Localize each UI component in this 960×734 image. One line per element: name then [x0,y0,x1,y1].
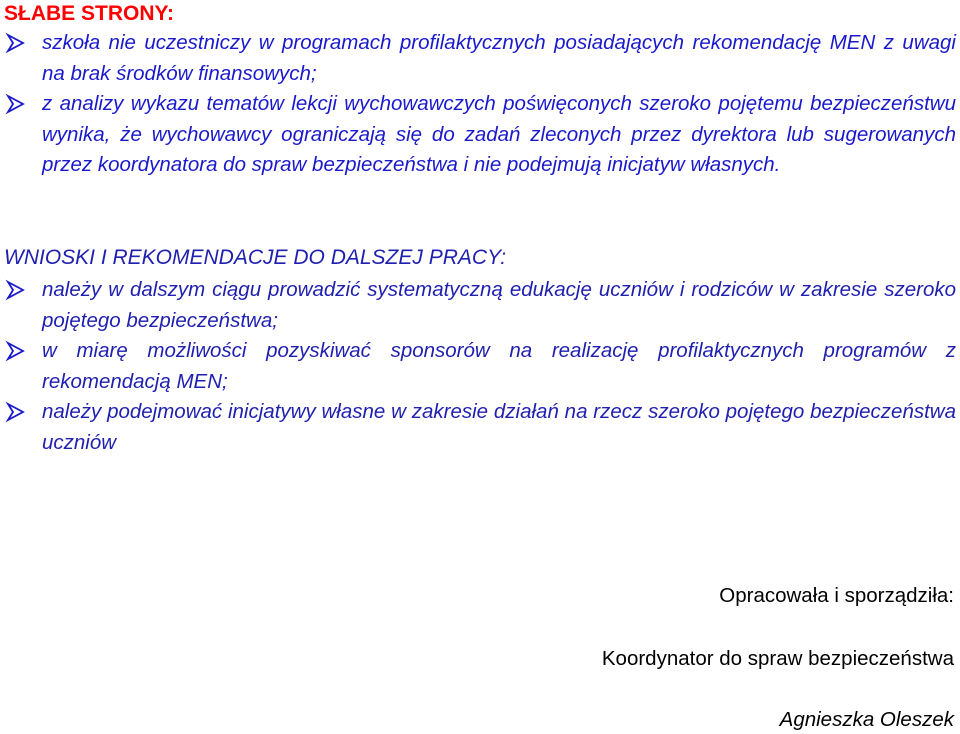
recommendations-heading: WNIOSKI I REKOMENDACJE DO DALSZEJ PRACY: [4,246,507,269]
signature-prepared-by: Opracowała i sporządziła: [719,584,954,607]
arrowhead-bullet-icon [4,340,26,362]
list-item [4,89,956,181]
arrowhead-bullet-icon [4,32,26,54]
arrowhead-bullet-icon [4,401,26,423]
recommendation-item-text: należy w dalszym ciągu prowadzić systematyczną edukację uczniów i rodziców w zakresie szeroko pojętego bezpieczeństwa; [42,278,956,332]
weakness-item-text: z analizy wykazu tematów lekcji wychowawczych poświęconych szeroko pojętemu bezpieczeństwu wynika, że wychowawcy ograniczają się do zadań zleconych przez dyrektora lub sugerowanych przez koordynatora do spraw bezpieczeństwa i nie podejmują inicjatyw własnych. [42,92,956,176]
recommendation-item-text: należy podejmować inicjatywy własne w zakresie działań na rzecz szeroko pojętego bezpieczeństwa uczniów [42,400,956,454]
list-item [4,28,956,89]
weaknesses-heading: SŁABE STRONY: [4,2,174,25]
list-item [4,397,956,458]
arrowhead-bullet-icon [4,93,26,115]
recommendation-item-text: w miarę możliwości pozyskiwać sponsorów na realizację profilaktycznych programów z rekomendacją MEN; [42,339,956,393]
weakness-item-text: szkoła nie uczestniczy w programach profilaktycznych posiadających rekomendację MEN z uwagi na brak środków finansowych; [42,31,956,85]
list-item [4,275,956,336]
arrowhead-bullet-icon [4,279,26,301]
signature-role: Koordynator do spraw bezpieczeństwa [601,647,954,670]
signature-name: Agnieszka Oleszek [779,708,954,731]
list-item [4,336,956,397]
